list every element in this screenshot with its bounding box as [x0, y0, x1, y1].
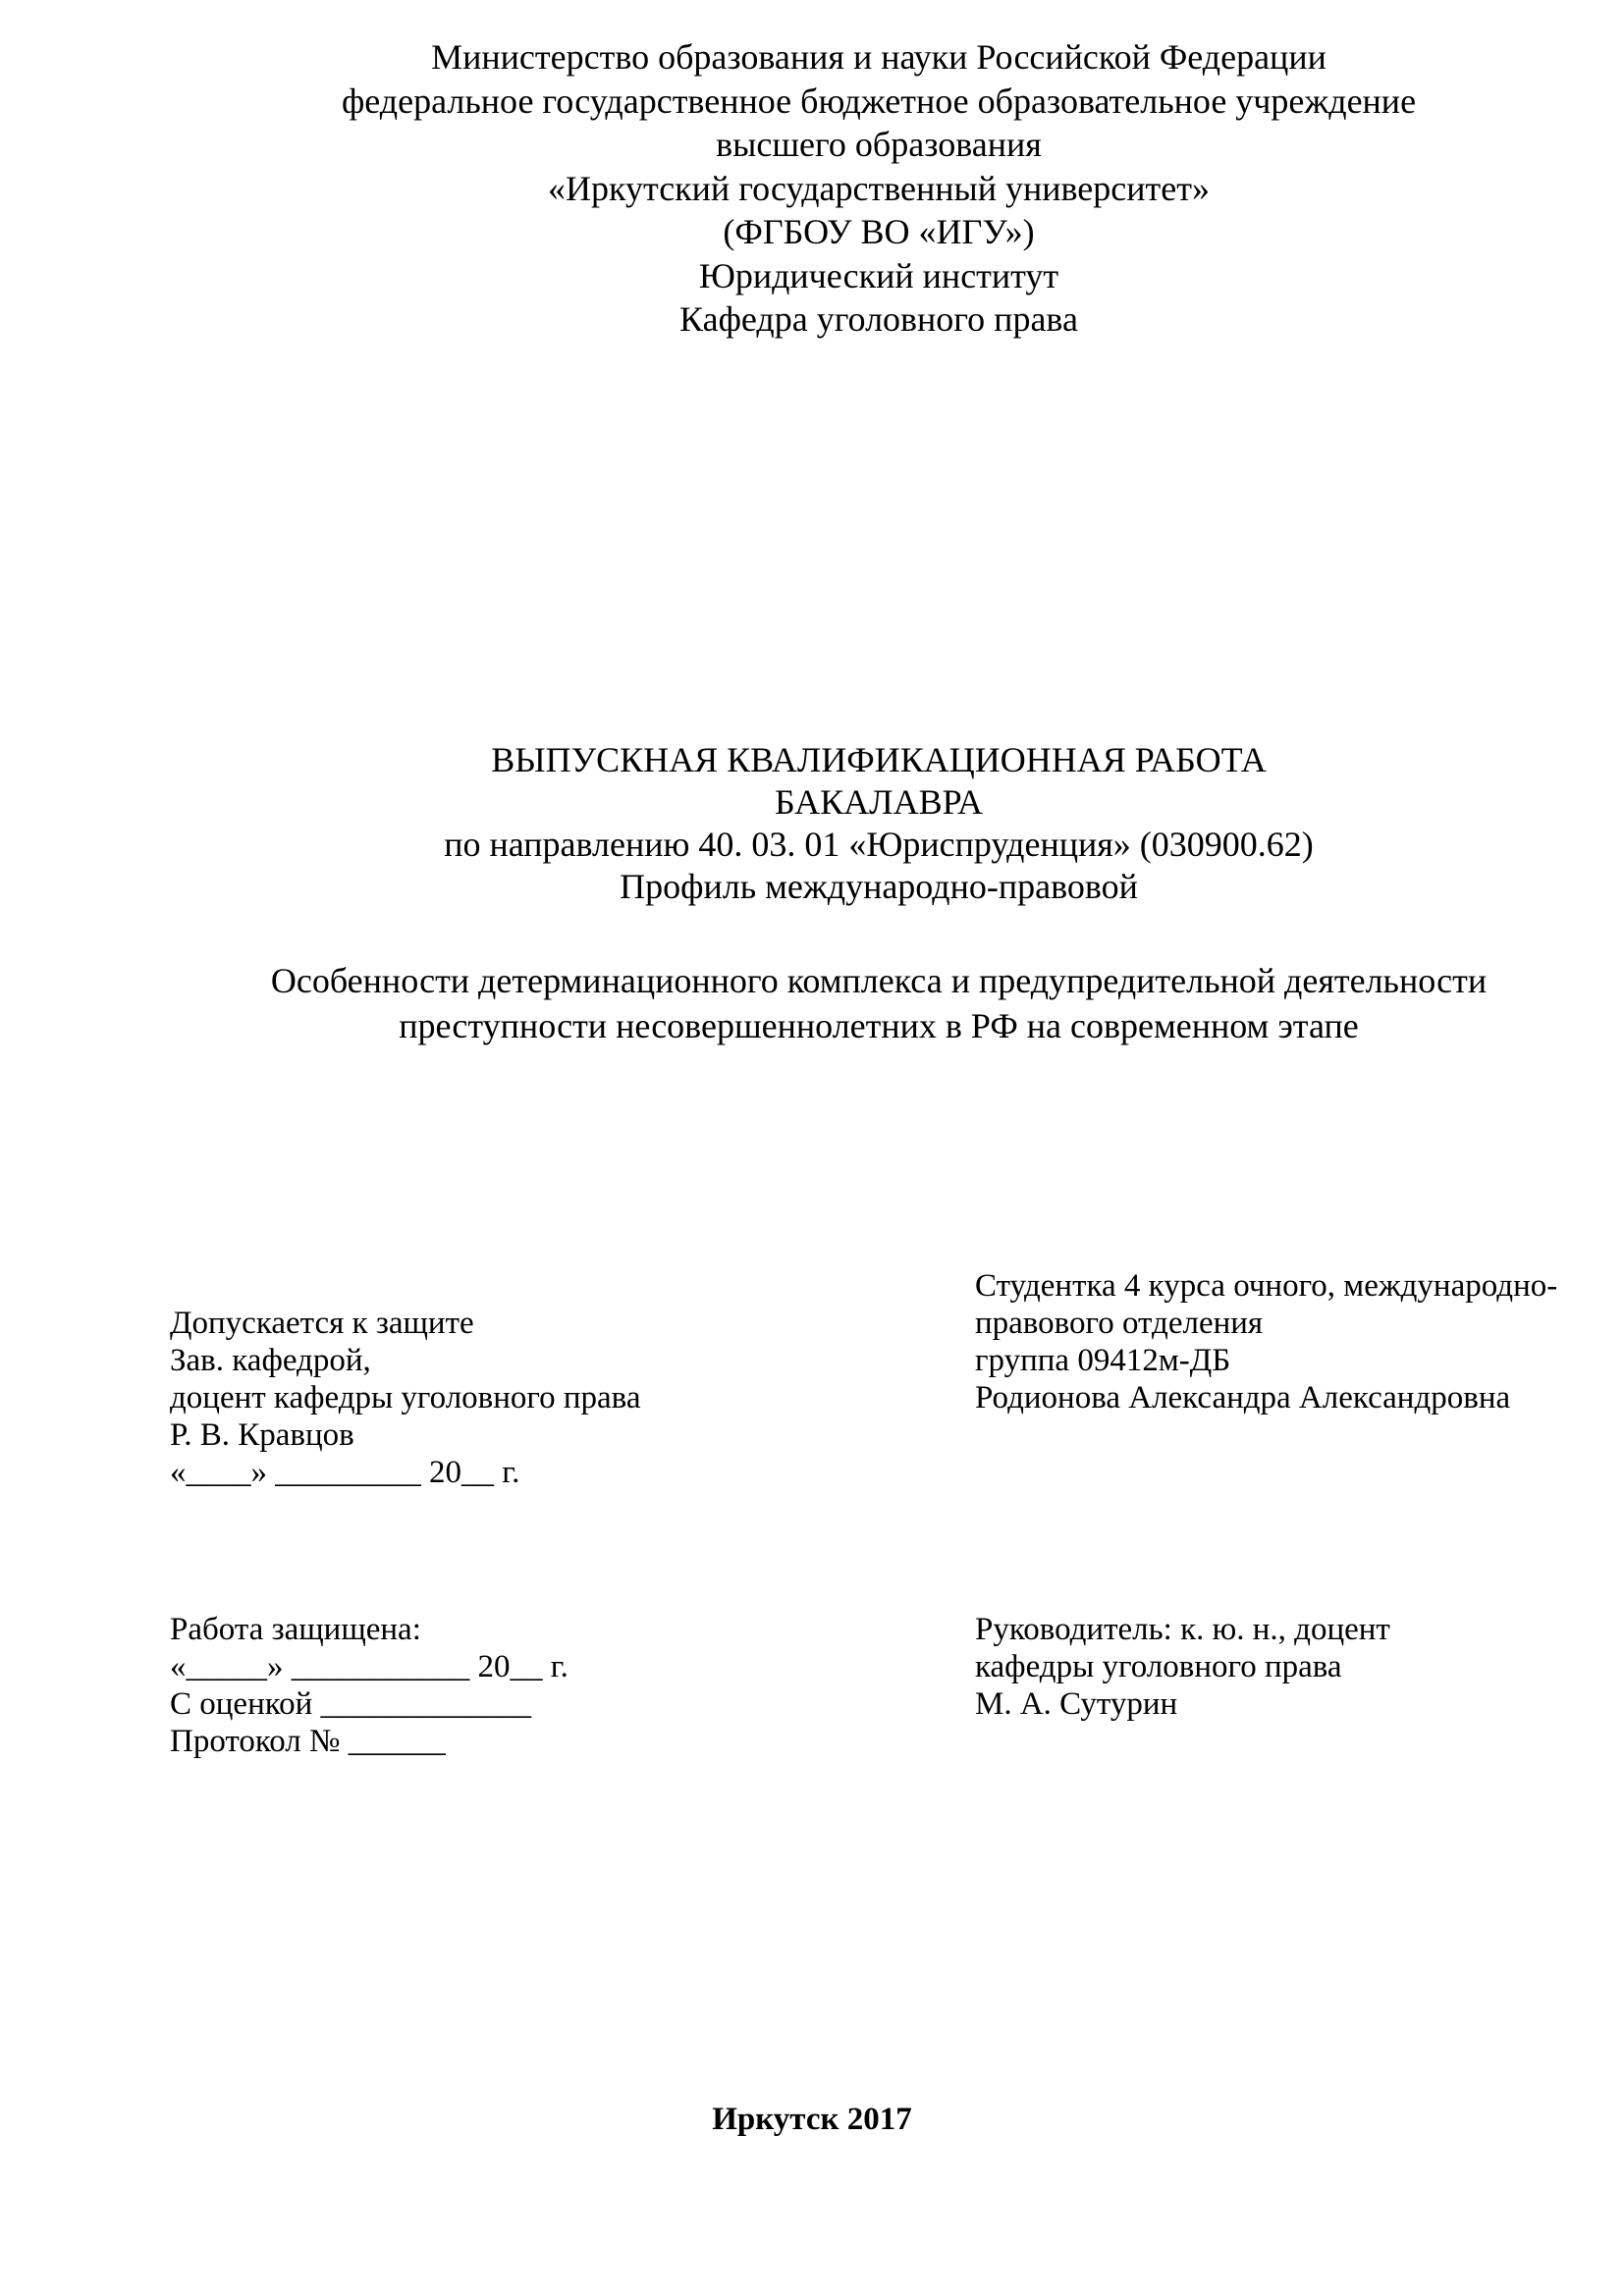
admission-date-blank: «____» _________ 20__ г. [170, 1455, 520, 1490]
defense-block [170, 1611, 568, 1760]
work-type-block [177, 739, 1581, 908]
defense-heading: Работа защищена: [170, 1612, 421, 1647]
defense-date-blank: «_____» ___________ 20__ г. [170, 1649, 568, 1684]
student-name-line: Родионова Александра Александровна [975, 1380, 1511, 1415]
supervisor-name-line: М. А. Сутурин [975, 1686, 1178, 1722]
supervisor-department-line: кафедры уголовного права [975, 1649, 1342, 1684]
university-abbreviation-line: (ФГБОУ ВО «ИГУ») [723, 212, 1035, 251]
admission-heading: Допускается к защите [170, 1306, 474, 1341]
topic-line-1: Особенности детерминационного комплекса и предупредительной деятельности [270, 961, 1488, 1000]
education-level-line: высшего образования [716, 125, 1042, 164]
student-division-line: правового отделения [975, 1306, 1264, 1341]
profile-line: Профиль международно-правовой [620, 867, 1138, 906]
topic-line-2: преступности несовершеннолетних в РФ на современном этапе [399, 1006, 1359, 1045]
thesis-topic [147, 958, 1610, 1048]
university-name-line: «Иркутский государственный университет» [548, 168, 1210, 208]
grade-blank: С оценкой _____________ [170, 1686, 531, 1722]
supervisor-title-line: Руководитель: к. ю. н., доцент [975, 1612, 1390, 1647]
degree-line: БАКАЛАВРА [774, 782, 984, 822]
institution-type-line: федеральное государственное бюджетное образовательное учреждение [341, 80, 1417, 121]
protocol-number-blank: Протокол № ______ [170, 1724, 446, 1759]
work-type-title: ВЫПУСКНАЯ КВАЛИФИКАЦИОННАЯ РАБОТА [491, 740, 1267, 779]
student-block [975, 1267, 1557, 1416]
institute-line: Юридический институт [698, 255, 1059, 295]
student-course-line: Студентка 4 курса очного, международно- [975, 1268, 1558, 1304]
department-line: Кафедра уголовного права [679, 299, 1078, 339]
ministry-line: Министерство образования и науки Российской Федерации [431, 37, 1326, 77]
student-group-line: группа 09412м-ДБ [975, 1343, 1231, 1378]
head-name-line: Р. В. Кравцов [170, 1417, 354, 1453]
supervisor-block [975, 1611, 1390, 1723]
field-of-study-line: по направлению 40. 03. 01 «Юриспруденция» (030900.62) [444, 825, 1314, 864]
head-position-line: доцент кафедры уголовного права [170, 1380, 641, 1415]
city-year: Иркутск 2017 [712, 2102, 912, 2137]
admission-block [170, 1305, 640, 1491]
head-of-department-label: Зав. кафедрой, [170, 1343, 371, 1378]
institution-header [147, 35, 1610, 342]
